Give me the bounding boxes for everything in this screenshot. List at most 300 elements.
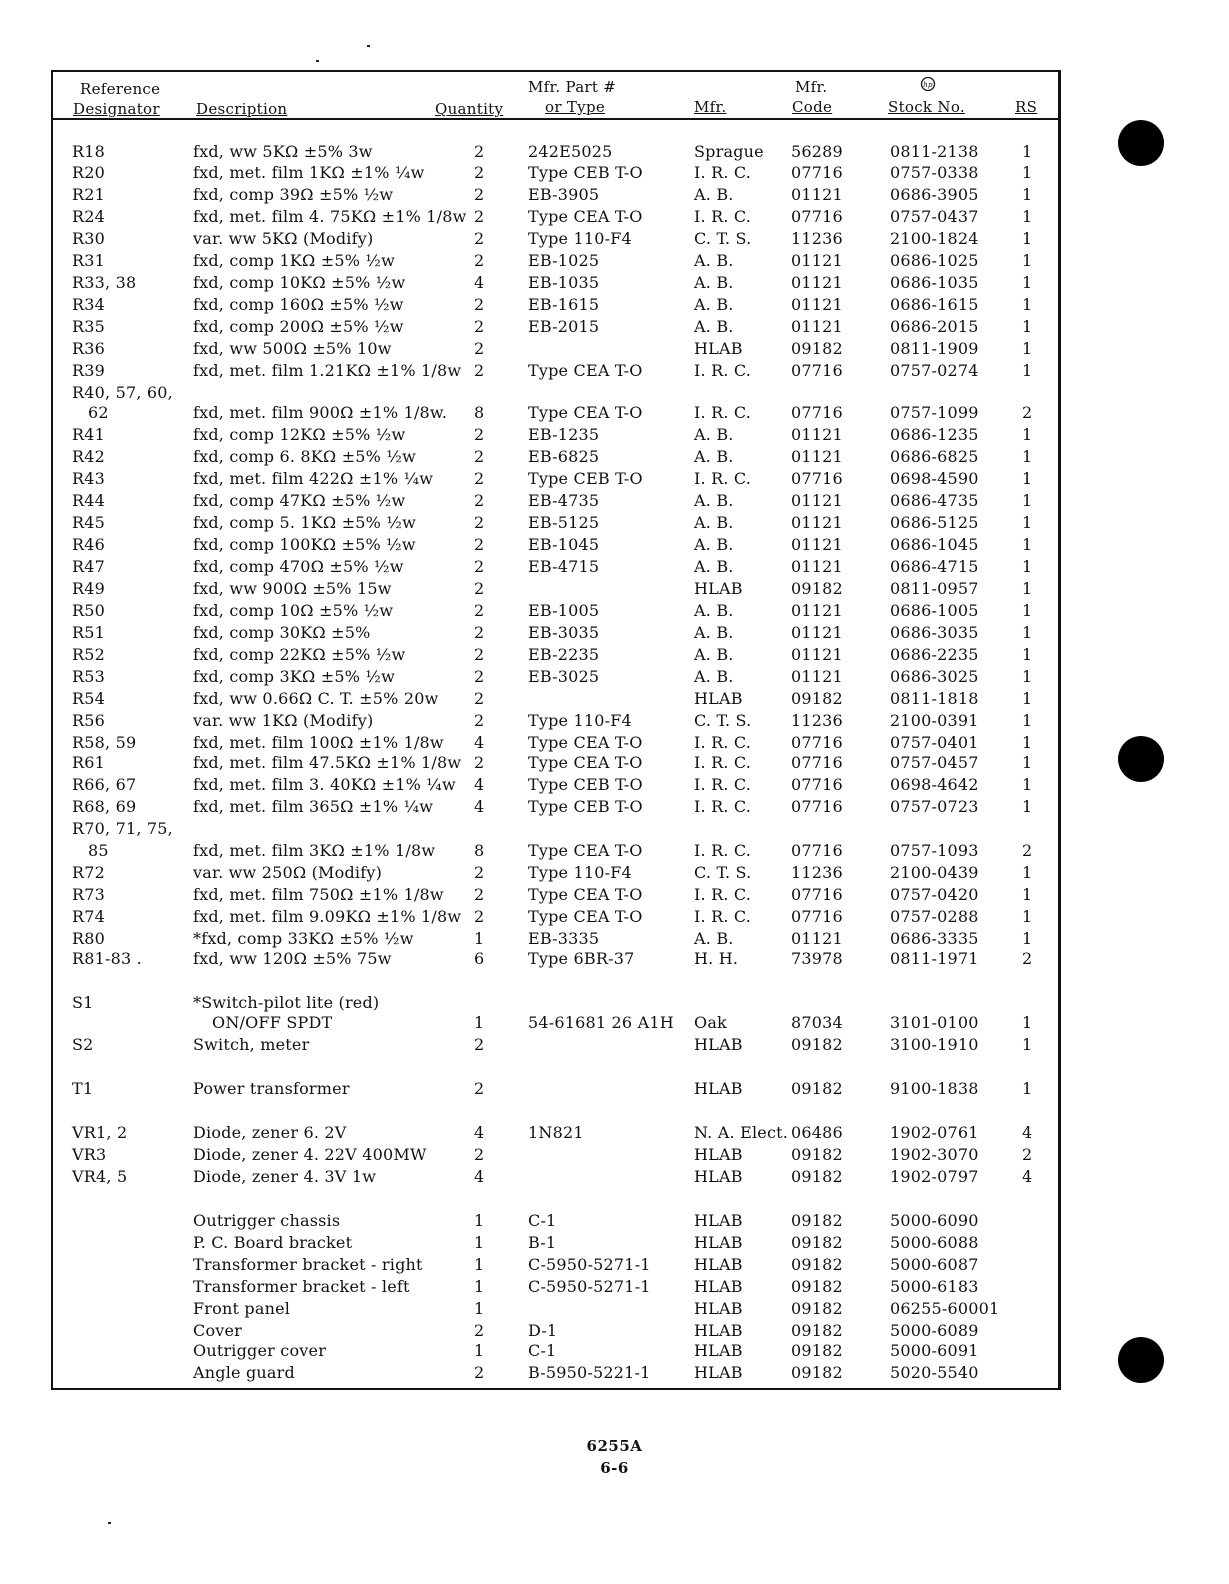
ref-cell: R72 — [72, 863, 106, 882]
header-stock-no: Stock No. — [888, 98, 965, 116]
stock-number-cell: 0686-1615 — [890, 295, 979, 314]
part-number-cell: Type CEA T-O — [528, 907, 643, 926]
part-number-cell: Type 6BR-37 — [528, 949, 635, 968]
rs-cell: 1 — [1022, 317, 1033, 336]
manufacturer-cell: A. B. — [694, 317, 734, 336]
rs-cell: 1 — [1022, 1079, 1033, 1098]
quantity-cell: 4 — [474, 733, 485, 752]
hp-logo-icon — [920, 76, 936, 92]
part-number-cell: B-5950-5221-1 — [528, 1363, 651, 1382]
table-row — [0, 1167, 1229, 1189]
mfr-code-cell: 07716 — [791, 163, 843, 182]
description-cell: fxd, met. film 3. 40KΩ ±1% ¼w — [193, 775, 456, 794]
stock-number-cell: 3101-0100 — [890, 1013, 979, 1032]
stock-number-cell: 06255-60001 — [890, 1299, 1000, 1318]
stock-number-cell: 0757-0457 — [890, 753, 979, 772]
description-cell: fxd, met. film 9.09KΩ ±1% 1/8w — [193, 907, 462, 926]
table-row — [0, 993, 1229, 1015]
table-row — [0, 1013, 1229, 1035]
ref-cell: R35 — [72, 317, 106, 336]
table-row — [0, 1255, 1229, 1277]
ref-cell: R40, 57, 60, — [72, 383, 173, 402]
quantity-cell: 2 — [474, 601, 485, 620]
ref-cell: R21 — [72, 185, 106, 204]
quantity-cell: 1 — [474, 1255, 485, 1274]
scan-speck — [316, 60, 319, 62]
manufacturer-cell: A. B. — [694, 513, 734, 532]
part-number-cell: EB-1235 — [528, 425, 600, 444]
description-cell: fxd, comp 1KΩ ±5% ½w — [193, 251, 396, 270]
description-cell: Front panel — [193, 1299, 291, 1318]
mfr-code-cell: 01121 — [791, 667, 843, 686]
description-cell: fxd, comp 47KΩ ±5% ½w — [193, 491, 406, 510]
header-quantity: Quantity — [435, 100, 504, 118]
part-number-cell: Type CEB T-O — [528, 469, 643, 488]
quantity-cell: 2 — [474, 1321, 485, 1340]
quantity-cell: 1 — [474, 1233, 485, 1252]
manufacturer-cell: HLAB — [694, 1321, 743, 1340]
quantity-cell: 2 — [474, 491, 485, 510]
stock-number-cell: 0686-3025 — [890, 667, 979, 686]
description-cell: fxd, comp 6. 8KΩ ±5% ½w — [193, 447, 416, 466]
table-row — [0, 711, 1229, 733]
mfr-code-cell: 07716 — [791, 403, 843, 422]
rs-cell: 4 — [1022, 1167, 1033, 1186]
part-number-cell: Type CEA T-O — [528, 841, 643, 860]
stock-number-cell: 0757-0288 — [890, 907, 979, 926]
quantity-cell: 1 — [474, 1211, 485, 1230]
ref-cell: R46 — [72, 535, 106, 554]
mfr-code-cell: 09182 — [791, 1035, 843, 1054]
rs-cell: 1 — [1022, 163, 1033, 182]
manufacturer-cell: A. B. — [694, 557, 734, 576]
table-row — [0, 689, 1229, 711]
description-cell: fxd, ww 0.66Ω C. T. ±5% 20w — [193, 689, 439, 708]
stock-number-cell: 1902-0797 — [890, 1167, 979, 1186]
mfr-code-cell: 07716 — [791, 469, 843, 488]
table-row — [0, 535, 1229, 557]
rs-cell: 1 — [1022, 907, 1033, 926]
part-number-cell: EB-2235 — [528, 645, 600, 664]
stock-number-cell: 2100-0391 — [890, 711, 979, 730]
manufacturer-cell: HLAB — [694, 689, 743, 708]
stock-number-cell: 0698-4642 — [890, 775, 979, 794]
description-cell: fxd, met. film 3KΩ ±1% 1/8w — [193, 841, 436, 860]
table-row — [0, 1123, 1229, 1145]
ref-cell: R30 — [72, 229, 106, 248]
ref-cell: R56 — [72, 711, 106, 730]
description-cell: *fxd, comp 33KΩ ±5% ½w — [193, 929, 414, 948]
ref-cell: S2 — [72, 1035, 94, 1054]
part-number-cell: Type CEB T-O — [528, 163, 643, 182]
manufacturer-cell: A. B. — [694, 425, 734, 444]
mfr-code-cell: 07716 — [791, 797, 843, 816]
ref-cell: R49 — [72, 579, 106, 598]
part-number-cell: D-1 — [528, 1321, 558, 1340]
mfr-code-cell: 09182 — [791, 1079, 843, 1098]
table-row — [0, 753, 1229, 775]
table-row — [0, 841, 1229, 863]
stock-number-cell: 0686-2015 — [890, 317, 979, 336]
mfr-code-cell: 07716 — [791, 733, 843, 752]
table-row — [0, 797, 1229, 819]
description-cell: Power transformer — [193, 1079, 350, 1098]
mfr-code-cell: 09182 — [791, 1145, 843, 1164]
stock-number-cell: 5000-6088 — [890, 1233, 979, 1252]
description-cell: fxd, ww 900Ω ±5% 15w — [193, 579, 392, 598]
manufacturer-cell: HLAB — [694, 1277, 743, 1296]
ref-cell: 62 — [88, 403, 109, 422]
stock-number-cell: 2100-0439 — [890, 863, 979, 882]
table-row — [0, 863, 1229, 885]
rs-cell: 1 — [1022, 557, 1033, 576]
description-cell: fxd, met. film 1.21KΩ ±1% 1/8w — [193, 361, 462, 380]
ref-cell: R68, 69 — [72, 797, 137, 816]
quantity-cell: 6 — [474, 949, 485, 968]
part-number-cell: EB-1035 — [528, 273, 600, 292]
table-row — [0, 579, 1229, 601]
part-number-cell: EB-4735 — [528, 491, 600, 510]
table-row — [0, 491, 1229, 513]
ref-cell: VR1, 2 — [72, 1123, 128, 1142]
ref-cell: R58, 59 — [72, 733, 137, 752]
table-row — [0, 317, 1229, 339]
part-number-cell: Type 110-F4 — [528, 229, 632, 248]
description-cell: fxd, ww 500Ω ±5% 10w — [193, 339, 392, 358]
mfr-code-cell: 01121 — [791, 535, 843, 554]
quantity-cell: 2 — [474, 229, 485, 248]
table-row — [0, 623, 1229, 645]
manufacturer-cell: A. B. — [694, 273, 734, 292]
mfr-code-cell: 09182 — [791, 1341, 843, 1360]
manufacturer-cell: C. T. S. — [694, 229, 752, 248]
ref-cell: R47 — [72, 557, 106, 576]
header-mfr: Mfr. — [694, 98, 727, 116]
description-cell: var. ww 5KΩ (Modify) — [193, 229, 374, 248]
mfr-code-cell: 11236 — [791, 863, 843, 882]
table-row — [0, 1277, 1229, 1299]
stock-number-cell: 0686-5125 — [890, 513, 979, 532]
rs-cell: 2 — [1022, 841, 1033, 860]
rs-cell: 1 — [1022, 733, 1033, 752]
header-mfr-code-1: Mfr. — [795, 78, 828, 96]
ref-cell: R45 — [72, 513, 106, 532]
manufacturer-cell: A. B. — [694, 623, 734, 642]
mfr-code-cell: 09182 — [791, 1321, 843, 1340]
manufacturer-cell: C. T. S. — [694, 863, 752, 882]
manufacturer-cell: N. A. Elect. — [694, 1123, 789, 1142]
rs-cell: 1 — [1022, 863, 1033, 882]
ref-cell: R33, 38 — [72, 273, 137, 292]
part-number-cell: Type CEA T-O — [528, 403, 643, 422]
ref-cell: R36 — [72, 339, 106, 358]
mfr-code-cell: 09182 — [791, 689, 843, 708]
binder-hole-top — [1118, 120, 1164, 166]
table-row — [0, 229, 1229, 251]
quantity-cell: 2 — [474, 753, 485, 772]
stock-number-cell: 0811-1971 — [890, 949, 979, 968]
part-number-cell: Type 110-F4 — [528, 711, 632, 730]
description-cell: Diode, zener 6. 2V — [193, 1123, 347, 1142]
ref-cell: R18 — [72, 142, 106, 161]
description-cell: Diode, zener 4. 22V 400MW — [193, 1145, 427, 1164]
mfr-code-cell: 09182 — [791, 1277, 843, 1296]
quantity-cell: 1 — [474, 1341, 485, 1360]
description-cell: fxd, comp 100KΩ ±5% ½w — [193, 535, 416, 554]
table-row — [0, 513, 1229, 535]
table-row — [0, 601, 1229, 623]
manufacturer-cell: I. R. C. — [694, 841, 752, 860]
rs-cell: 1 — [1022, 775, 1033, 794]
part-number-cell: Type CEA T-O — [528, 361, 643, 380]
stock-number-cell: 0686-3905 — [890, 185, 979, 204]
binder-hole-bottom — [1118, 1337, 1164, 1383]
part-number-cell: EB-1025 — [528, 251, 600, 270]
ref-cell: R66, 67 — [72, 775, 137, 794]
stock-number-cell: 0757-0401 — [890, 733, 979, 752]
ref-cell: R73 — [72, 885, 106, 904]
quantity-cell: 4 — [474, 1123, 485, 1142]
mfr-code-cell: 06486 — [791, 1123, 843, 1142]
description-cell: var. ww 250Ω (Modify) — [193, 863, 383, 882]
mfr-code-cell: 87034 — [791, 1013, 843, 1032]
mfr-code-cell: 01121 — [791, 929, 843, 948]
rs-cell: 1 — [1022, 689, 1033, 708]
quantity-cell: 2 — [474, 1079, 485, 1098]
manufacturer-cell: A. B. — [694, 667, 734, 686]
manufacturer-cell: I. R. C. — [694, 885, 752, 904]
stock-number-cell: 9100-1838 — [890, 1079, 979, 1098]
quantity-cell: 2 — [474, 295, 485, 314]
header-rs: RS — [1015, 98, 1038, 116]
description-cell: fxd, comp 30KΩ ±5% — [193, 623, 371, 642]
quantity-cell: 2 — [474, 579, 485, 598]
table-row — [0, 1035, 1229, 1057]
stock-number-cell: 5020-5540 — [890, 1363, 979, 1382]
footer-page-number: 6-6 — [600, 1459, 629, 1477]
part-number-cell: EB-1045 — [528, 535, 600, 554]
part-number-cell: 54-61681 26 A1H — [528, 1013, 674, 1032]
rs-cell: 1 — [1022, 142, 1033, 161]
quantity-cell: 2 — [474, 447, 485, 466]
mfr-code-cell: 01121 — [791, 601, 843, 620]
mfr-code-cell: 01121 — [791, 185, 843, 204]
stock-number-cell: 2100-1824 — [890, 229, 979, 248]
rs-cell: 1 — [1022, 1035, 1033, 1054]
part-number-cell: EB-4715 — [528, 557, 600, 576]
table-row — [0, 775, 1229, 797]
description-cell: fxd, met. film 365Ω ±1% ¼w — [193, 797, 434, 816]
table-row — [0, 469, 1229, 491]
mfr-code-cell: 09182 — [791, 1255, 843, 1274]
ref-cell: R74 — [72, 907, 106, 926]
manufacturer-cell: HLAB — [694, 1211, 743, 1230]
description-cell: fxd, met. film 422Ω ±1% ¼w — [193, 469, 434, 488]
manufacturer-cell: I. R. C. — [694, 207, 752, 226]
table-row — [0, 885, 1229, 907]
rs-cell: 1 — [1022, 229, 1033, 248]
description-cell: Diode, zener 4. 3V 1w — [193, 1167, 377, 1186]
table-row — [0, 1233, 1229, 1255]
manufacturer-cell: I. R. C. — [694, 163, 752, 182]
part-number-cell: EB-1005 — [528, 601, 600, 620]
quantity-cell: 2 — [474, 469, 485, 488]
stock-number-cell: 0686-3035 — [890, 623, 979, 642]
part-number-cell: EB-6825 — [528, 447, 600, 466]
quantity-cell: 2 — [474, 513, 485, 532]
table-row — [0, 1079, 1229, 1101]
mfr-code-cell: 11236 — [791, 711, 843, 730]
ref-cell: R52 — [72, 645, 106, 664]
ref-cell: R51 — [72, 623, 106, 642]
stock-number-cell: 0757-1093 — [890, 841, 979, 860]
manufacturer-cell: C. T. S. — [694, 711, 752, 730]
description-cell: fxd, comp 5. 1KΩ ±5% ½w — [193, 513, 416, 532]
mfr-code-cell: 56289 — [791, 142, 843, 161]
manufacturer-cell: Sprague — [694, 142, 764, 161]
rs-cell: 1 — [1022, 753, 1033, 772]
stock-number-cell: 0686-2235 — [890, 645, 979, 664]
quantity-cell: 2 — [474, 557, 485, 576]
stock-number-cell: 1902-0761 — [890, 1123, 979, 1142]
ref-cell: R34 — [72, 295, 106, 314]
mfr-code-cell: 07716 — [791, 775, 843, 794]
description-cell: fxd, comp 39Ω ±5% ½w — [193, 185, 394, 204]
table-row — [0, 907, 1229, 929]
part-number-cell: EB-1615 — [528, 295, 600, 314]
stock-number-cell: 0757-0338 — [890, 163, 979, 182]
rs-cell: 1 — [1022, 185, 1033, 204]
ref-cell: R61 — [72, 753, 106, 772]
rs-cell: 1 — [1022, 513, 1033, 532]
table-row — [0, 447, 1229, 469]
rs-cell: 1 — [1022, 667, 1033, 686]
rs-cell: 1 — [1022, 425, 1033, 444]
part-number-cell: C-5950-5271-1 — [528, 1277, 651, 1296]
part-number-cell: Type CEA T-O — [528, 207, 643, 226]
manufacturer-cell: Oak — [694, 1013, 727, 1032]
quantity-cell: 2 — [474, 535, 485, 554]
table-row — [0, 1211, 1229, 1233]
scan-speck — [108, 1522, 111, 1524]
rs-cell: 1 — [1022, 645, 1033, 664]
table-row — [0, 403, 1229, 425]
part-number-cell: Type CEA T-O — [528, 733, 643, 752]
manufacturer-cell: A. B. — [694, 535, 734, 554]
manufacturer-cell: A. B. — [694, 295, 734, 314]
stock-number-cell: 0811-1818 — [890, 689, 979, 708]
manufacturer-cell: HLAB — [694, 1299, 743, 1318]
description-cell: Switch, meter — [193, 1035, 310, 1054]
part-number-cell: Type CEA T-O — [528, 885, 643, 904]
description-cell: fxd, comp 160Ω ±5% ½w — [193, 295, 404, 314]
rs-cell: 1 — [1022, 1013, 1033, 1032]
quantity-cell: 2 — [474, 907, 485, 926]
quantity-cell: 4 — [474, 273, 485, 292]
description-cell: Angle guard — [193, 1363, 295, 1382]
rs-cell: 1 — [1022, 797, 1033, 816]
manufacturer-cell: I. R. C. — [694, 775, 752, 794]
stock-number-cell: 0686-4715 — [890, 557, 979, 576]
ref-cell: R43 — [72, 469, 106, 488]
mfr-code-cell: 07716 — [791, 753, 843, 772]
rs-cell: 1 — [1022, 579, 1033, 598]
rs-cell: 1 — [1022, 469, 1033, 488]
mfr-code-cell: 01121 — [791, 295, 843, 314]
rs-cell: 2 — [1022, 949, 1033, 968]
quantity-cell: 2 — [474, 1363, 485, 1382]
description-cell: fxd, met. film 4. 75KΩ ±1% 1/8w — [193, 207, 467, 226]
ref-cell: R81-83 . — [72, 949, 142, 968]
mfr-code-cell: 09182 — [791, 1167, 843, 1186]
quantity-cell: 8 — [474, 841, 485, 860]
manufacturer-cell: A. B. — [694, 645, 734, 664]
quantity-cell: 2 — [474, 425, 485, 444]
rs-cell: 1 — [1022, 207, 1033, 226]
part-number-cell: C-1 — [528, 1211, 557, 1230]
mfr-code-cell: 01121 — [791, 425, 843, 444]
ref-cell: T1 — [72, 1079, 94, 1098]
ref-cell: R31 — [72, 251, 106, 270]
mfr-code-cell: 01121 — [791, 513, 843, 532]
table-row — [0, 1363, 1229, 1385]
ref-cell: VR4, 5 — [72, 1167, 128, 1186]
mfr-code-cell: 01121 — [791, 557, 843, 576]
quantity-cell: 1 — [474, 1013, 485, 1032]
mfr-code-cell: 01121 — [791, 251, 843, 270]
quantity-cell: 2 — [474, 1145, 485, 1164]
rs-cell: 2 — [1022, 403, 1033, 422]
description-cell: var. ww 1KΩ (Modify) — [193, 711, 374, 730]
quantity-cell: 2 — [474, 645, 485, 664]
stock-number-cell: 0686-1025 — [890, 251, 979, 270]
manufacturer-cell: HLAB — [694, 579, 743, 598]
description-cell: fxd, comp 10KΩ ±5% ½w — [193, 273, 406, 292]
description-cell: fxd, comp 470Ω ±5% ½w — [193, 557, 404, 576]
stock-number-cell: 5000-6089 — [890, 1321, 979, 1340]
hp-logo — [920, 76, 936, 96]
ref-cell: R39 — [72, 361, 106, 380]
rs-cell: 1 — [1022, 295, 1033, 314]
rs-cell: 1 — [1022, 535, 1033, 554]
manufacturer-cell: HLAB — [694, 1079, 743, 1098]
table-row — [0, 819, 1229, 841]
quantity-cell: 1 — [474, 1277, 485, 1296]
manufacturer-cell: HLAB — [694, 1255, 743, 1274]
rs-cell: 4 — [1022, 1123, 1033, 1142]
manufacturer-cell: I. R. C. — [694, 907, 752, 926]
part-number-cell: 242E5025 — [528, 142, 613, 161]
manufacturer-cell: A. B. — [694, 185, 734, 204]
stock-number-cell: 0686-1045 — [890, 535, 979, 554]
table-row — [0, 557, 1229, 579]
quantity-cell: 2 — [474, 885, 485, 904]
stock-number-cell: 0757-1099 — [890, 403, 979, 422]
rs-cell: 1 — [1022, 623, 1033, 642]
header-reference: Reference — [80, 80, 161, 98]
manufacturer-cell: I. R. C. — [694, 753, 752, 772]
rs-cell: 1 — [1022, 491, 1033, 510]
mfr-code-cell: 09182 — [791, 1211, 843, 1230]
header-description: Description — [196, 100, 288, 118]
table-row — [0, 383, 1229, 405]
stock-number-cell: 0757-0274 — [890, 361, 979, 380]
hp-logo-text: hp — [923, 81, 933, 89]
manufacturer-cell: I. R. C. — [694, 733, 752, 752]
stock-number-cell: 0811-1909 — [890, 339, 979, 358]
part-number-cell: B-1 — [528, 1233, 557, 1252]
mfr-code-cell: 09182 — [791, 339, 843, 358]
